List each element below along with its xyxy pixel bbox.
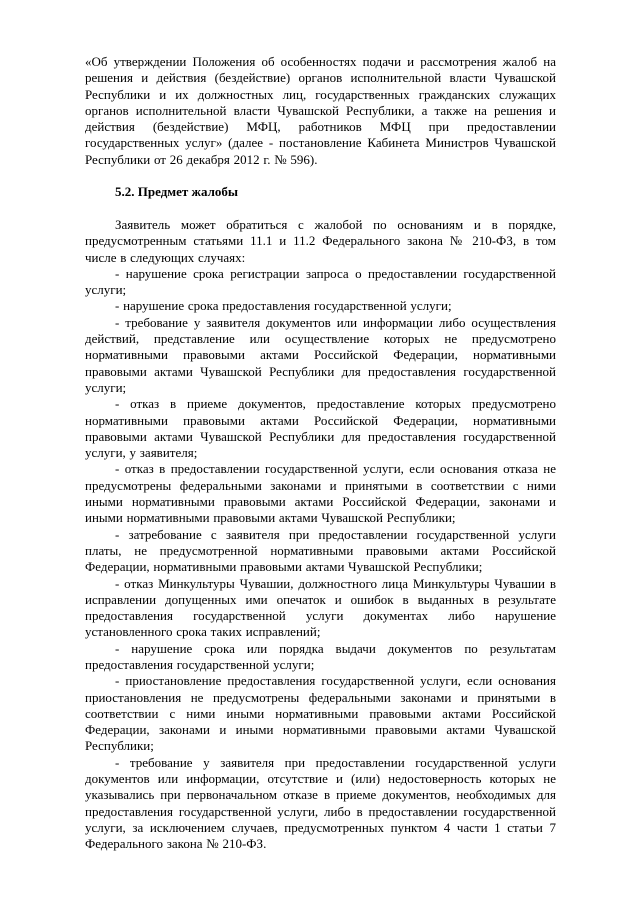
section-lead-paragraph: Заявитель может обратиться с жалобой по основаниям и в порядке, предусмотренным статьями 11.1 и 11.2 Федерального закона № 210-ФЗ, в том числе в следующих случаях: [85,216,556,265]
list-item: - требование у заявителя при предоставлении государственной услуги документов или информации, отсутствие и (или) недостоверность которых не указывались при первоначальном отказе в приеме документов, необходимых для предоставления государственной услуги, либо в предоставлении государственной услуги, за исключением случаев, предусмотренных пунктом 4 части 1 статьи 7 Федерального закона № 210-ФЗ. [85,754,556,852]
list-item: - нарушение срока предоставления государственной услуги; [115,298,452,314]
intro-paragraph: «Об утверждении Положения об особенностях подачи и рассмотрения жалоб на решения и действия (бездействие) органов исполнительной власти Чувашской Республики и их должностных лиц, государственных гражданских служащих органов исполнительной власти Чувашской Республики, а также на решения и действия (бездействие) МФЦ, работников МФЦ при предоставлении государственных услуг» (далее - постановление Кабинета Министров Чувашской Республики от 26 декабря 2012 г. № 596). [85,54,556,167]
list-item: - отказ в приеме документов, предоставление которых предусмотрено нормативными правовыми актами Российской Федерации, нормативными правовыми актами Чувашской Республики для предоставления государственной услуги, у заявителя; [85,396,556,461]
list-item: - затребование с заявителя при предоставлении государственной услуги платы, не предусмотренной нормативными правовыми актами Российской Федерации, нормативными правовыми актами Чувашской Республики; [85,526,556,575]
list-item: - приостановление предоставления государственной услуги, если основания приостановления не предусмотрены федеральными законами и принятыми в соответствии с ними иными нормативными правовыми актами Российской Федерации, законами и иными нормативными правовыми актами Чувашской Республики; [85,673,556,754]
list-item: - отказ в предоставлении государственной услуги, если основания отказа не предусмотрены федеральными законами и принятыми в соответствии с ними иными нормативными правовыми актами Российской Федерации, законами и иными нормативными правовыми актами Чувашской Республики; [85,461,556,526]
list-item: - нарушение срока или порядка выдачи документов по результатам предоставления государственной услуги; [85,640,556,672]
list-item: - отказ Минкультуры Чувашии, должностного лица Минкультуры Чувашии в исправлении допущенных ими опечаток и ошибок в выданных в результате предоставления государственной услуги документах либо нарушение установленного срока таких исправлений; [85,575,556,640]
list-item: - нарушение срока регистрации запроса о предоставлении государственной услуги; [85,265,556,298]
section-heading: 5.2. Предмет жалобы [115,184,239,200]
list-item: - требование у заявителя документов или информации либо осуществления действий, представление или осуществление которых не предусмотрено нормативными правовыми актами Российской Федерации, нормативными правовыми актами Чувашской Республики для предоставления государственной услуги; [85,314,556,395]
